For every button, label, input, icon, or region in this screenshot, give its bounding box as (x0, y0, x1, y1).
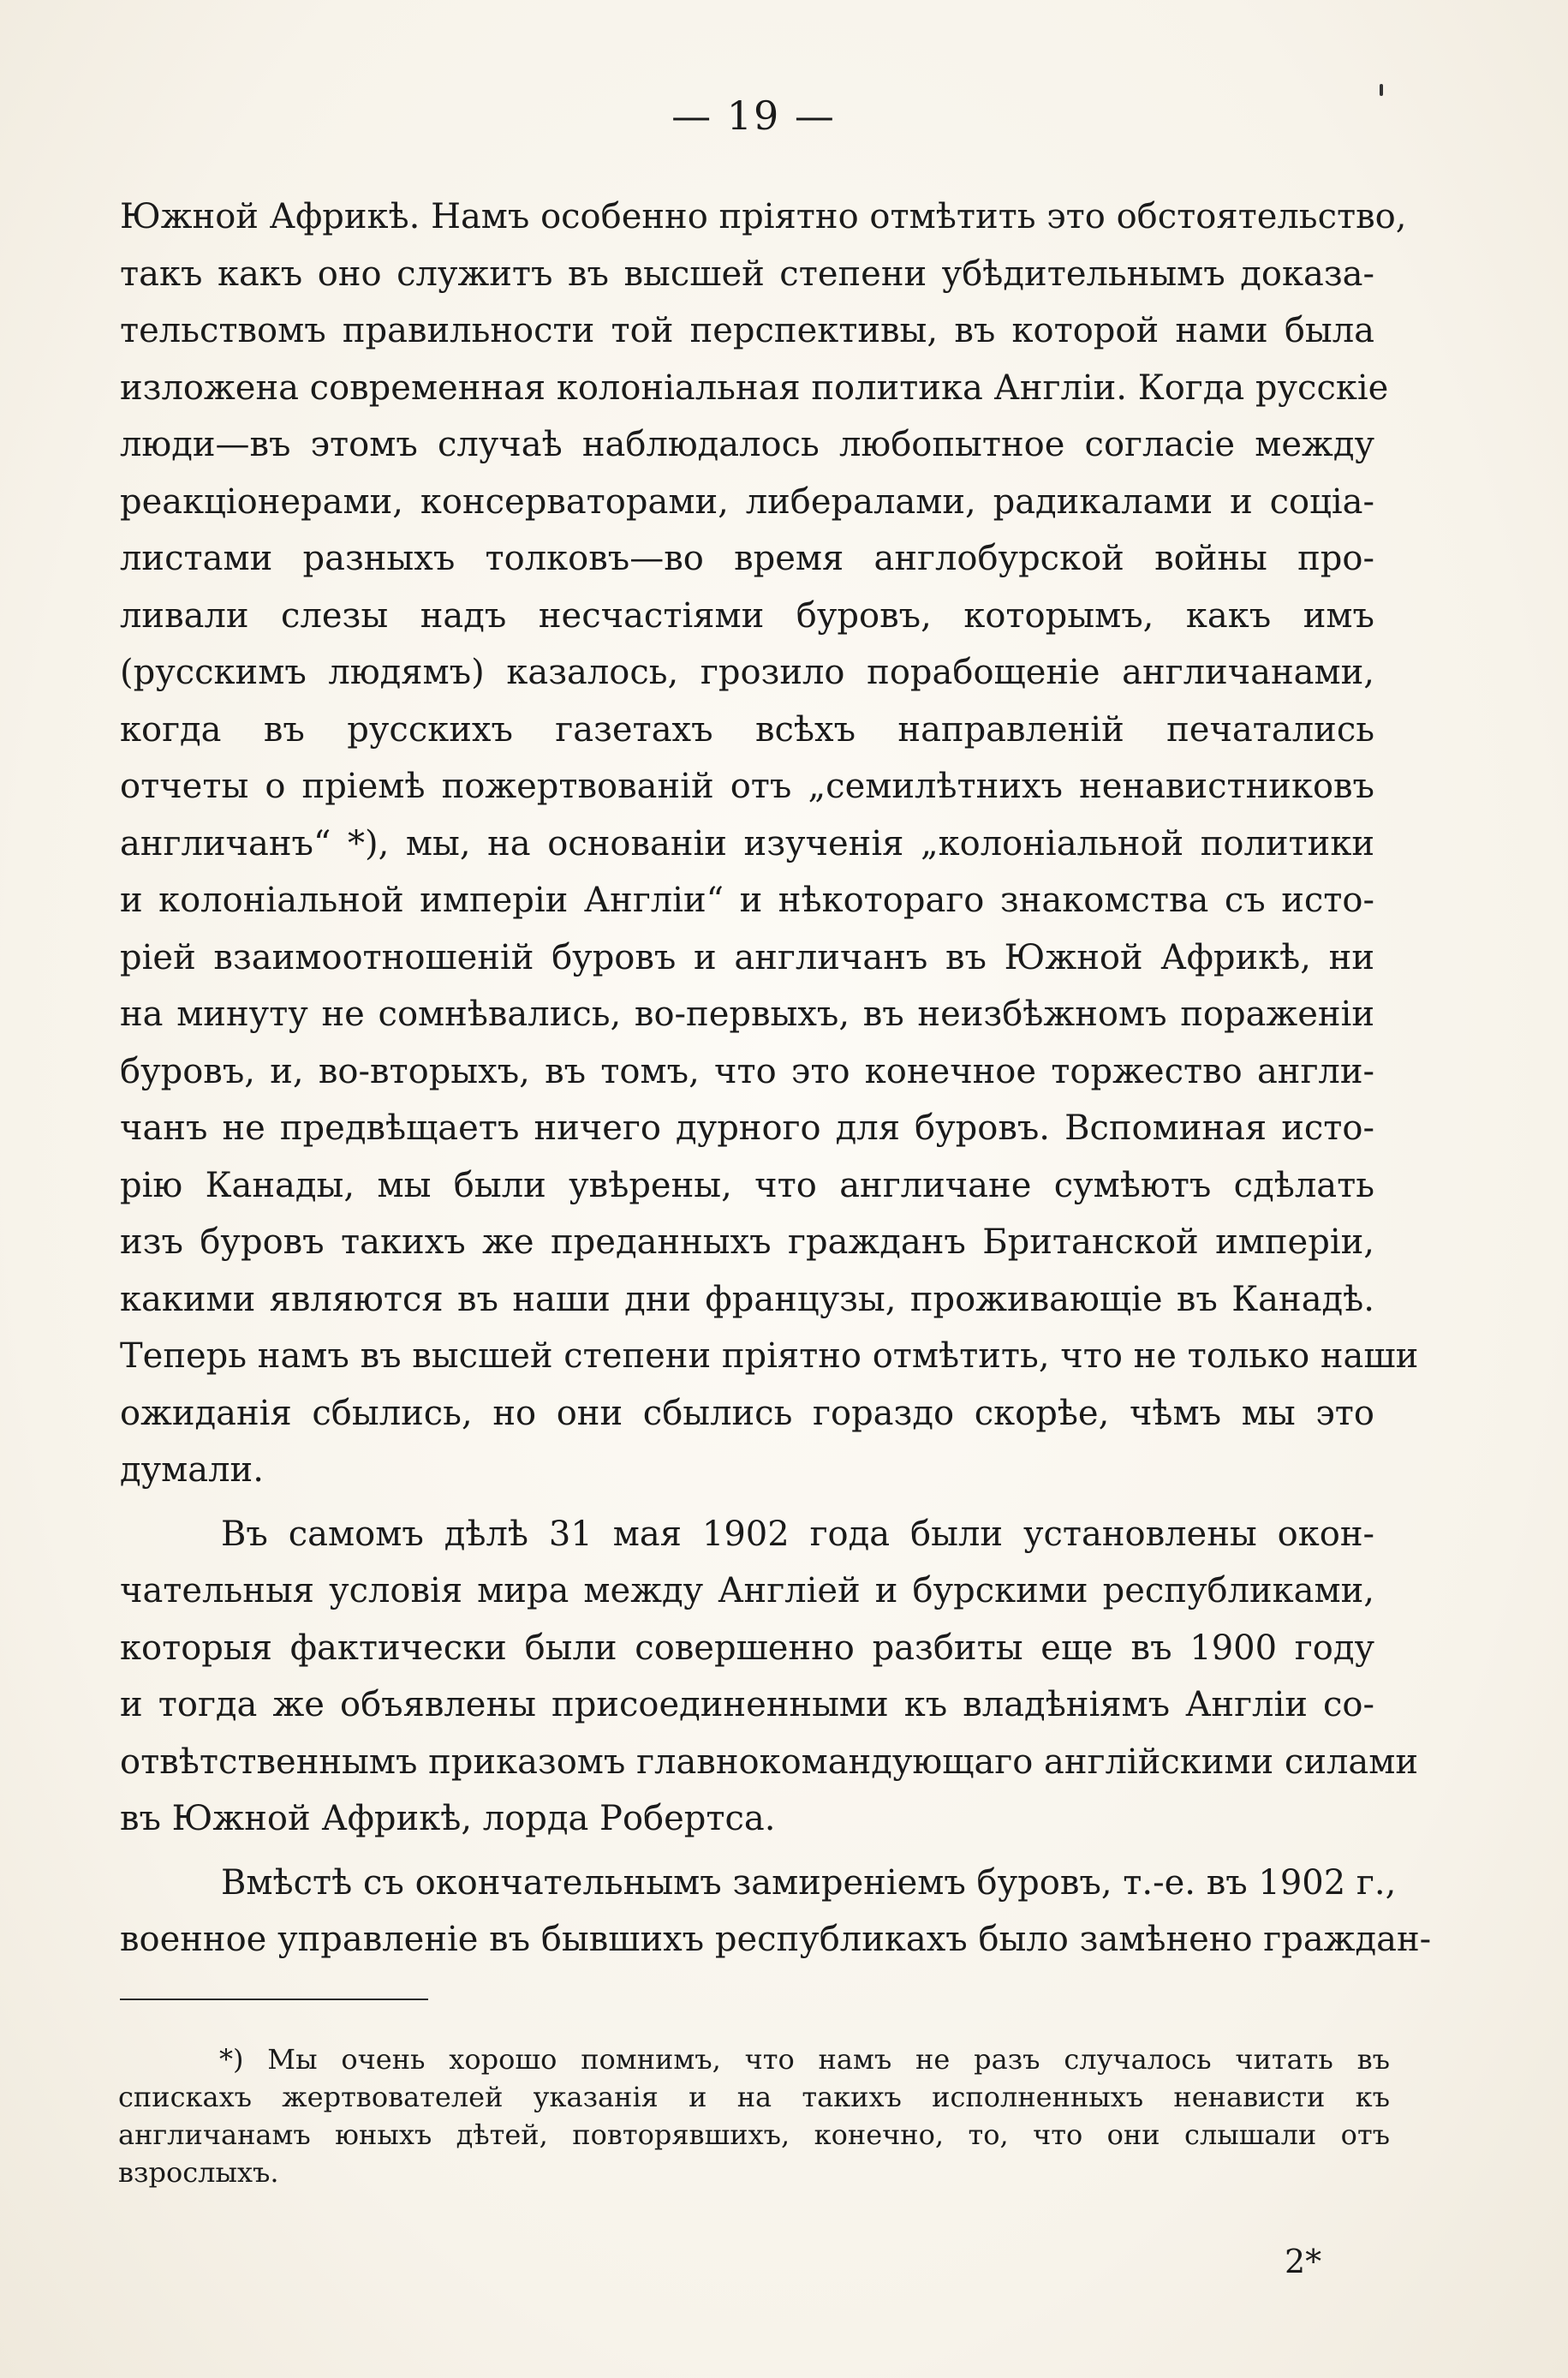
text-line: реакціонерами, консерваторами, либералами, радикалами и соціа- (120, 481, 1374, 522)
footnote-line: спискахъ жертвователей указанія и на такихъ исполненныхъ ненависти къ (118, 2081, 1390, 2113)
text-line: на минуту не сомнѣвались, во-первыхъ, въ неизбѣжномъ пораженіи (120, 995, 1374, 1034)
text-line: отчеты о пріемѣ пожертвованій отъ „семилѣтнихъ ненавистниковъ (120, 767, 1374, 806)
text-line: буровъ, и, во-вторыхъ, въ томъ, что это конечное торжество англи- (120, 1051, 1374, 1091)
text-line: (русскимъ людямъ) казалось, грозило порабощеніе англичанами, (120, 653, 1374, 692)
footnote-rule (120, 1999, 428, 2000)
text-line: какими являются въ наши дни французы, проживающіе въ Канадѣ. (120, 1279, 1374, 1319)
text-line: тельствомъ правильности той перспективы, въ которой нами была (120, 311, 1374, 350)
footnote-line: *) Мы очень хорошо помнимъ, что намъ не разъ случалось читать въ (219, 2043, 1390, 2076)
footnote-line: взрослыхъ. (118, 2156, 279, 2189)
text-line: и колоніальной имперіи Англіи“ и нѣкотораго знакомства съ исто- (120, 881, 1374, 920)
text-line: рію Канады, мы были увѣрены, что англичане сумѣютъ сдѣлать (120, 1165, 1374, 1205)
text-line: Южной Африкѣ. Намъ особенно пріятно отмѣтить это обстоятельство, (120, 197, 1407, 236)
text-line: листами разныхъ толковъ—во время англобурской войны про- (120, 539, 1374, 578)
text-line: думали. (120, 1450, 264, 1490)
text-line: ливали слезы надъ несчастіями буровъ, которымъ, какъ имъ (120, 595, 1374, 636)
text-line: военное управленіе въ бывшихъ республикахъ было замѣнено граждан- (120, 1920, 1432, 1959)
footnote-line: англичанамъ юныхъ дѣтей, повторявшихъ, конечно, то, что они слышали отъ (118, 2118, 1390, 2151)
page-number: — 19 — (671, 93, 836, 139)
text-line: Теперь намъ въ высшей степени пріятно отмѣтить, что не только наши (120, 1336, 1419, 1376)
text-line: въ Южной Африкѣ, лорда Робертса. (120, 1799, 776, 1838)
text-line: ожиданія сбылись, но они сбылись гораздо скорѣе, чѣмъ мы это (120, 1393, 1374, 1433)
text-line: англичанъ“ *), мы, на основаніи изученія „колоніальной политики (120, 823, 1374, 863)
text-line: которыя фактически были совершенно разбиты еще въ 1900 году (120, 1628, 1374, 1668)
text-line: отвѣтственнымъ приказомъ главнокомандующаго англійскими силами (120, 1742, 1419, 1782)
text-line: Въ самомъ дѣлѣ 31 мая 1902 года были установлены окон- (221, 1514, 1374, 1554)
text-line: Вмѣстѣ съ окончательнымъ замиреніемъ буровъ, т.-е. въ 1902 г., (221, 1862, 1397, 1903)
text-line: люди—въ этомъ случаѣ наблюдалось любопытное согласіе между (120, 425, 1374, 464)
text-line: чательныя условія мира между Англіей и бурскими республиками, (120, 1571, 1374, 1610)
signature-mark: 2* (1285, 2243, 1322, 2280)
body-text (120, 188, 1432, 1969)
text-line: чанъ не предвѣщаетъ ничего дурного для буровъ. Вспоминая исто- (120, 1108, 1374, 1148)
text-line: и тогда же объявлены присоединенными къ владѣніямъ Англіи со- (120, 1685, 1374, 1724)
text-line: такъ какъ оно служитъ въ высшей степени убѣдительнымъ доказа- (120, 254, 1374, 294)
text-line: когда въ русскихъ газетахъ всѣхъ направленій печатались (120, 709, 1374, 750)
text-line: изъ буровъ такихъ же преданныхъ гражданъ Британской имперіи, (120, 1222, 1374, 1262)
footnote (118, 2040, 1390, 2191)
text-line: изложена современная колоніальная политика Англіи. Когда русскіе (120, 367, 1389, 408)
text-line: ріей взаимоотношеній буровъ и англичанъ въ Южной Африкѣ, ни (120, 937, 1374, 977)
